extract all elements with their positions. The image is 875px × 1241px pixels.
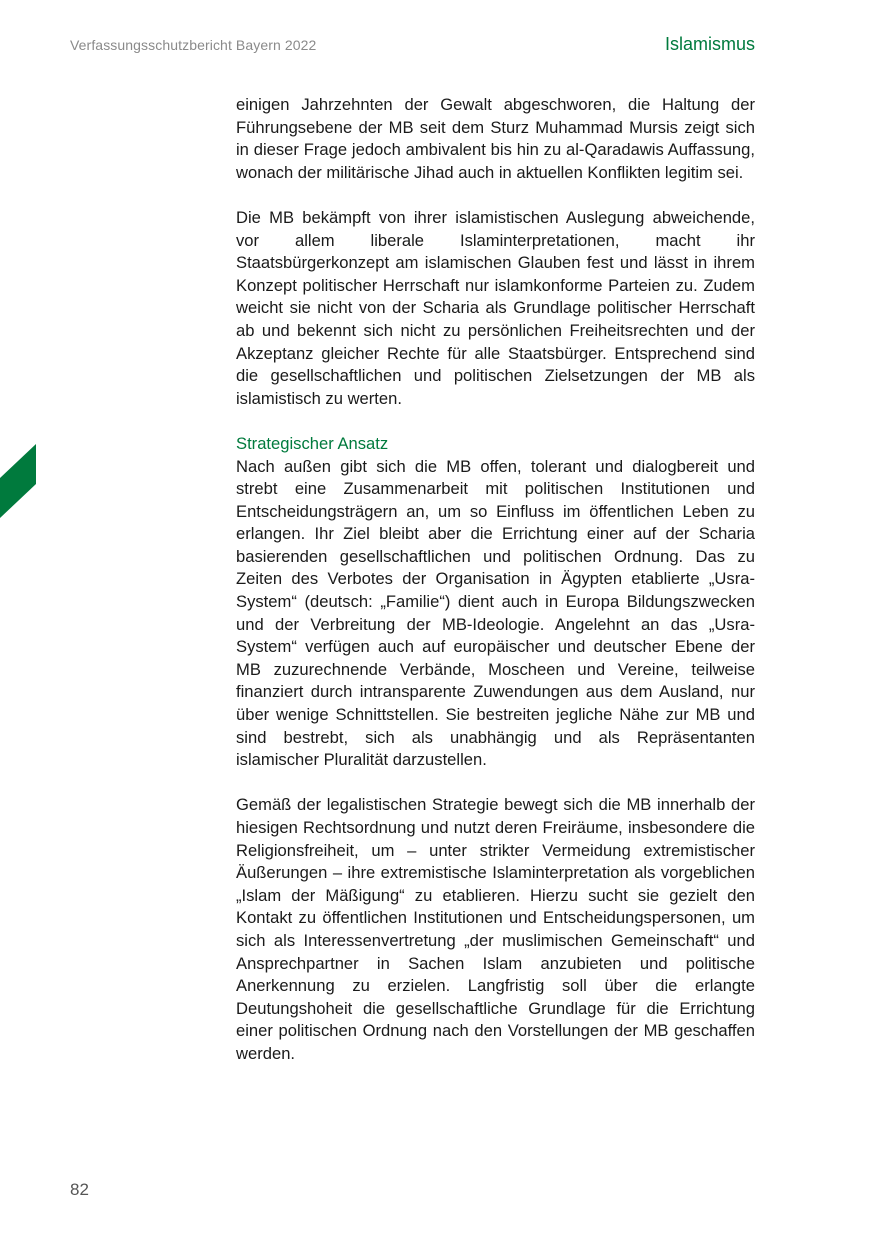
subheading-strategischer-ansatz: Strategischer Ansatz (236, 433, 389, 453)
running-head-section: Islamismus (664, 34, 755, 54)
section-marker-shape (0, 444, 36, 518)
running-head-publication: Verfassungsschutzbericht Bayern 2022 (70, 37, 317, 53)
paragraph-4: Gemäß der legalistischen Strategie bewegt sich die MB innerhalb der hiesigen Rechtsordnung und nutzt deren Freiräume, insbesondere die Religionsfreiheit, um – unter strikter Vermeidung extremistischer Äußerungen – ihre extremistische Islaminterpretation als vorgeblichen „Islam der Mäßigung“ zu etablieren. Hierzu sucht sie gezielt den Kontakt zu öffentlichen Institutionen und Entscheidungspersonen, um sich als Interessenvertretung „der muslimischen Gemeinschaft“ und Ansprechpartner in Sachen Islam anzubieten und politische Anerkennung zu erzielen. Langfristig soll über die erlangte Deutungshoheit die gesellschaftliche Grundlage für die Errichtung einer politischen Ordnung nach den Vorstellungen der MB geschaffen werden. (236, 795, 755, 1063)
paragraph-1: einigen Jahrzehnten der Gewalt abgeschworen, die Haltung der Führungsebene der MB seit dem Sturz Muhammad Mursis zeigt sich in dieser Frage jedoch ambivalent bis hin zu al-Qaradawis Auffassung, wonach der militärische Jihad auch in aktuellen Konflikten legitim sei. (236, 95, 755, 182)
section-marker-tab (0, 444, 36, 518)
paragraph-3: Nach außen gibt sich die MB offen, tolerant und dialogbereit und strebt eine Zusammenarbeit mit politischen Institutionen und Entscheidungsträgern an, um so Einfluss im öffentlichen Leben zu erlangen. Ihr Ziel bleibt aber die Errichtung einer auf der Scharia basierenden gesellschaftlichen und politischen Ordnung. Das zu Zeiten des Verbotes der Organisation in Ägypten etablierte „Usra-System“ (deutsch: „Familie“) dient auch in Europa Bildungszwecken und der Verbreitung der MB-Ideologie. Angelehnt an das „Usra-System“ verfügen auch auf europäischer und deutscher Ebene der MB zuzurechnende Verbände, Moscheen und Vereine, teilweise finanziert durch intransparente Zuwendungen aus dem Ausland, nur über wenige Schnittstellen. Sie bestreiten jegliche Nähe zur MB und sind bestrebt, sich als unabhängig und als Repräsentanten islamischer Pluralität darzustellen. (236, 456, 755, 770)
main-text (236, 94, 755, 1066)
page-number: 82 (70, 1180, 89, 1199)
paragraph-2: Die MB bekämpft von ihrer islamistischen Auslegung abweichende, vor allem liberale Islaminterpretationen, macht ihr Staatsbürgerkonzept am islamischen Glauben fest und lässt in ihrem Konzept politischer Herrschaft nur islamkonforme Parteien zu. Zudem weicht sie nicht von der Scharia als Grundlage politischer Herrschaft ab und bekennt sich nicht zu persönlichen Freiheitsrechten und der Akzeptanz gleicher Rechte für alle Staatsbürger. Entsprechend sind die gesellschaftlichen und politischen Zielsetzungen der MB als islamistisch zu werten. (236, 207, 755, 408)
